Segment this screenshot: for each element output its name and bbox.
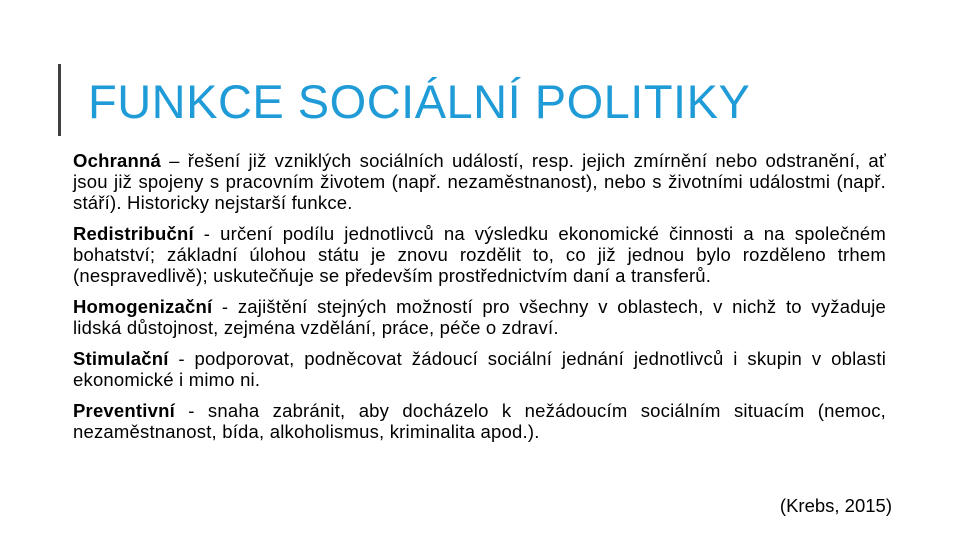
citation: (Krebs, 2015) xyxy=(779,495,892,516)
paragraph-term: Stimulační xyxy=(73,348,169,369)
paragraph-term: Homogenizační xyxy=(73,296,213,317)
paragraph-homogenizacni xyxy=(73,296,886,338)
paragraph-stimulacni xyxy=(73,348,886,390)
paragraph-term: Redistribuční xyxy=(73,223,194,244)
paragraph-text: - podporovat, podněcovat žádoucí sociální jednání jednotlivců i skupin v oblasti ekonomické i mimo ni. xyxy=(73,348,886,390)
paragraph-preventivni xyxy=(73,400,886,442)
paragraph-text: - snaha zabránit, aby docházelo k nežádoucím sociálním situacím (nemoc, nezaměstnanost, bída, alkoholismus, kriminalita apod.). xyxy=(73,400,886,442)
paragraph-text: – řešení již vzniklých sociálních událostí, resp. jejich zmírnění nebo odstranění, ať jsou již spojeny s pracovním životem (např. nezaměstnanost), nebo s životními událostmi (např. stáří). Historicky nejstarší funkce. xyxy=(73,150,886,213)
paragraph-redistribucni xyxy=(73,223,886,286)
paragraph-text: - určení podílu jednotlivců na výsledku ekonomické činnosti a na společném bohatství; základní úlohou státu je znovu rozdělit to, co již jednou bylo rozděleno trhem (nespravedlivě); uskutečňuje se především prostřednictvím daní a transferů. xyxy=(73,223,886,286)
paragraph-text: - zajištění stejných možností pro všechny v oblastech, v nichž to vyžaduje lidská důstojnost, zejména vzdělání, práce, péče o zdraví. xyxy=(73,296,886,338)
slide-content xyxy=(73,150,886,452)
slide-title: FUNKCE SOCIÁLNÍ POLITIKY xyxy=(88,75,751,128)
paragraph-ochranna xyxy=(73,150,886,213)
paragraph-term: Preventivní xyxy=(73,400,175,421)
paragraph-term: Ochranná xyxy=(73,150,161,171)
title-accent-bar xyxy=(58,64,61,136)
